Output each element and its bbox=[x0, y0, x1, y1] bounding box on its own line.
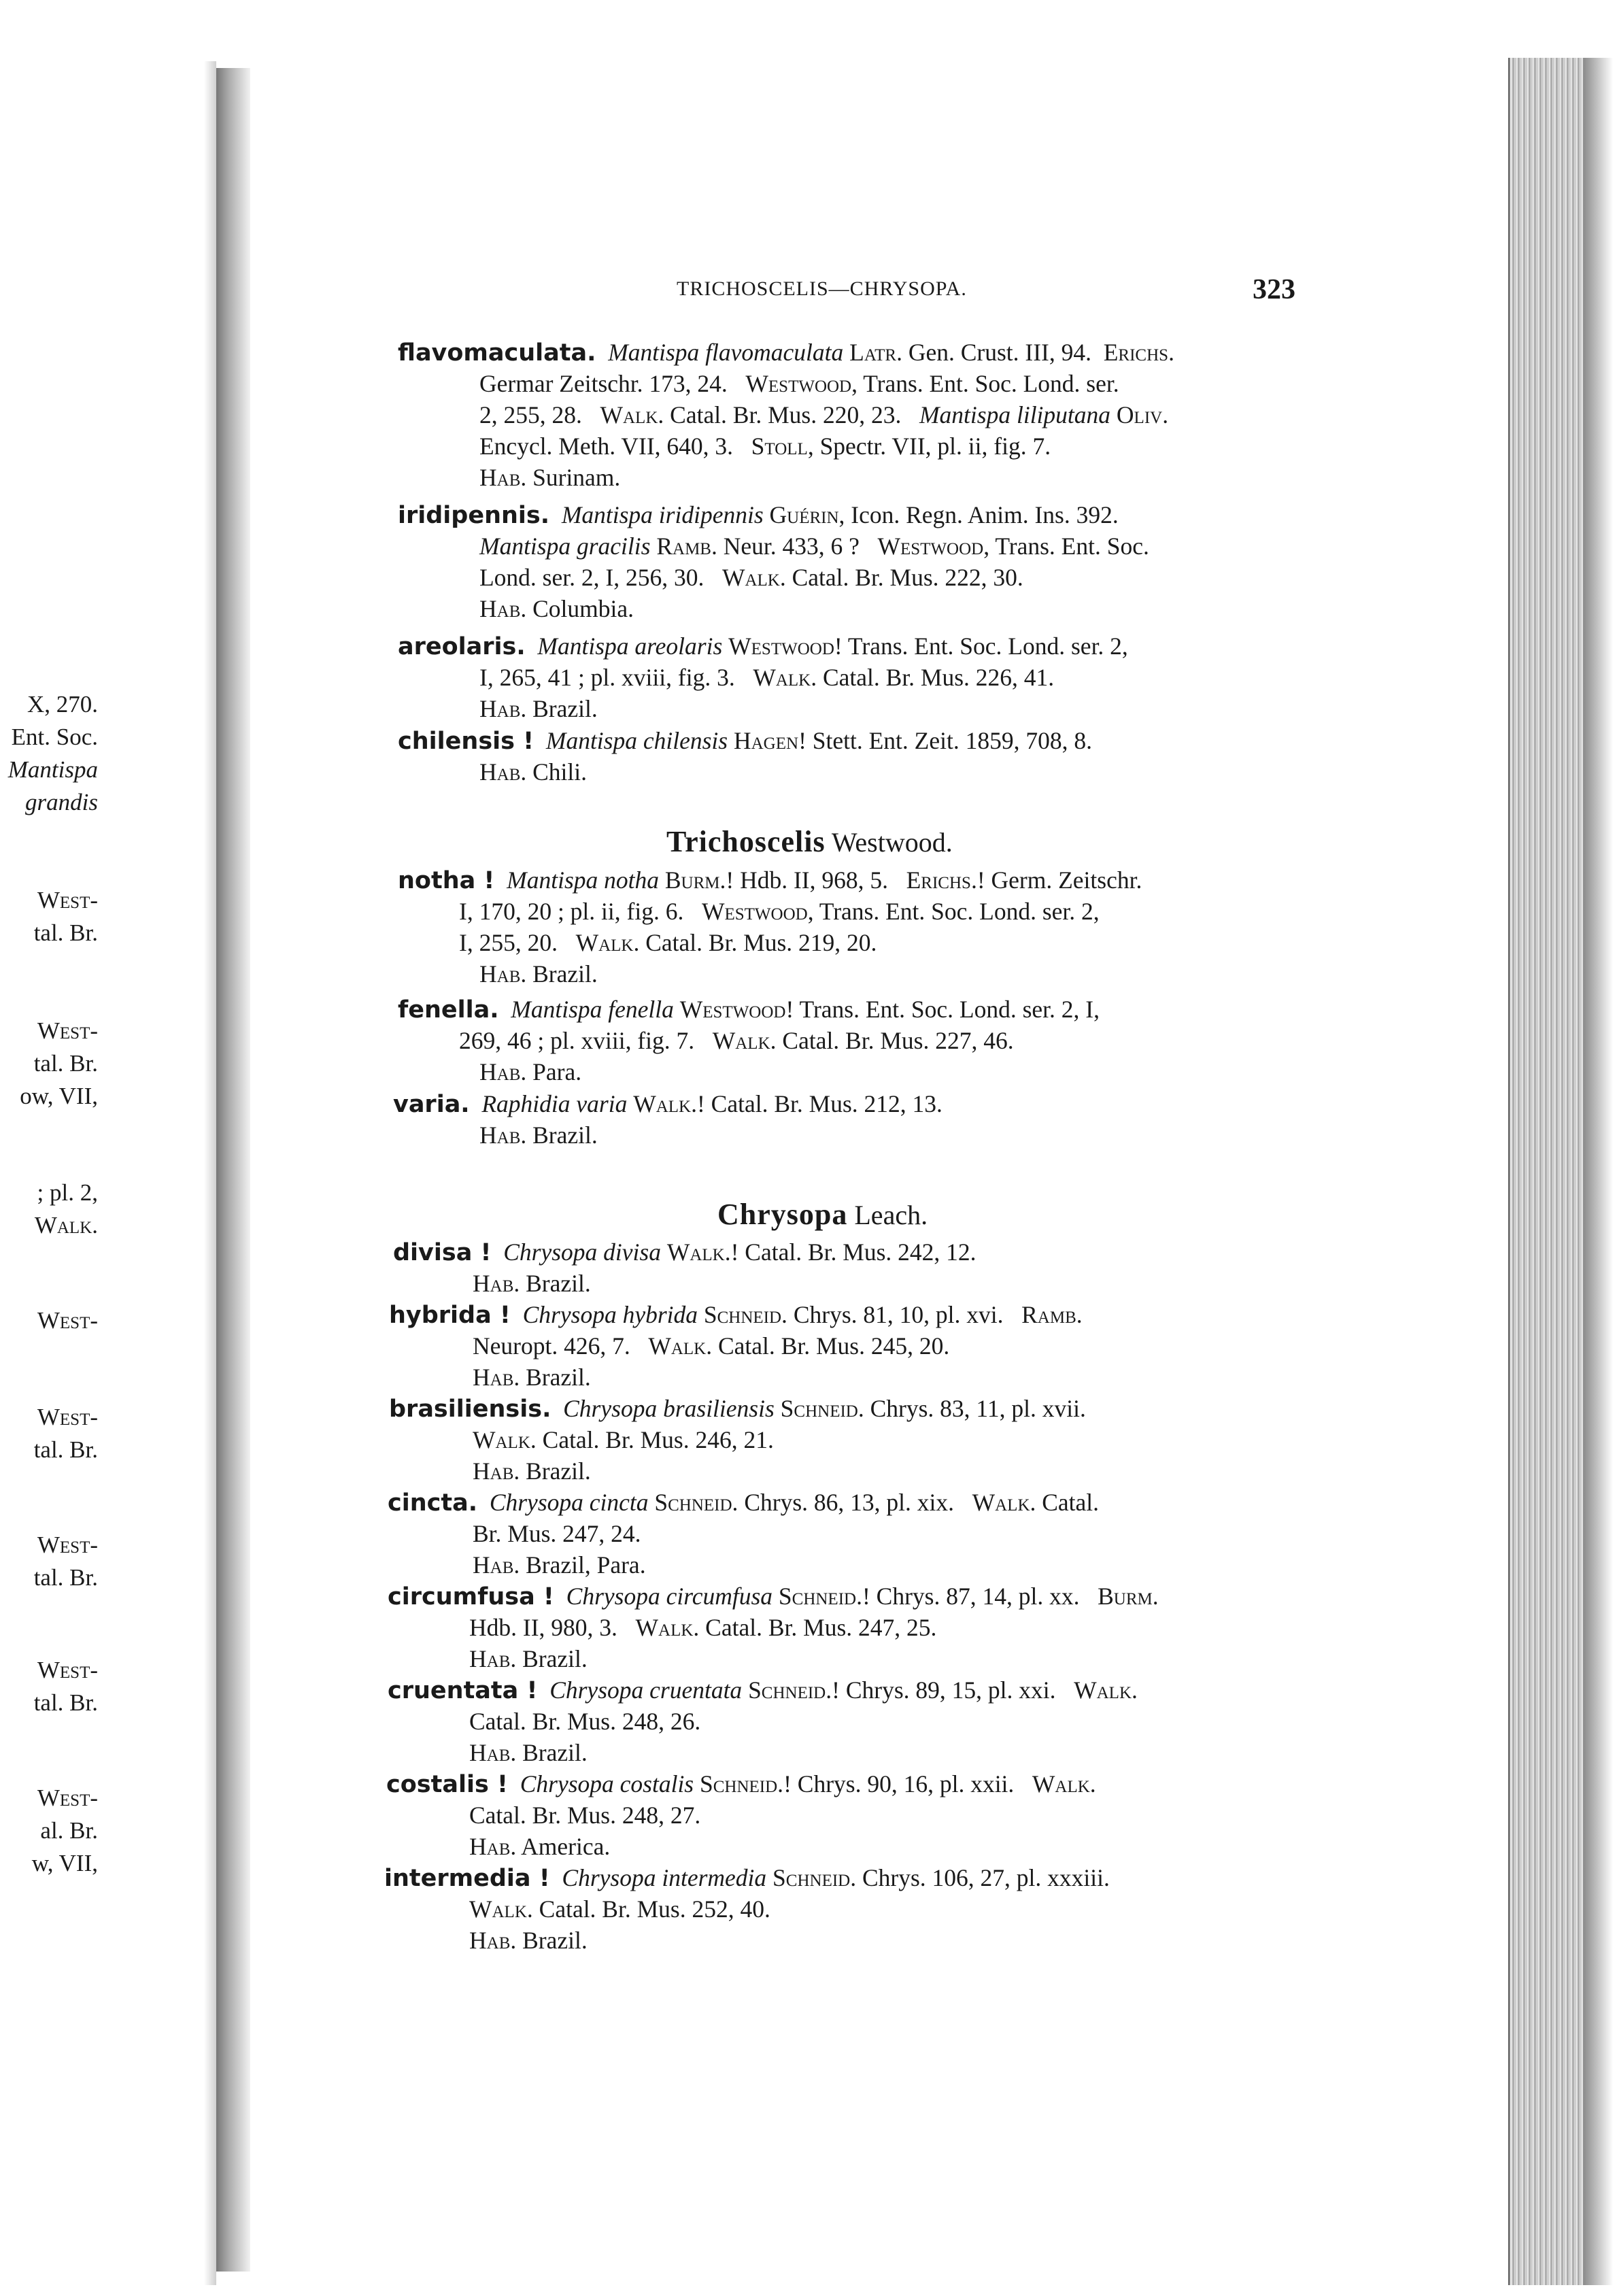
text-line bbox=[469, 1800, 700, 1831]
synonym: Mantispa fenella bbox=[511, 996, 674, 1023]
species-name: chilensis ! bbox=[398, 728, 534, 755]
citation-text bbox=[772, 1583, 779, 1610]
text-line bbox=[479, 399, 1168, 430]
author-abbrev: Westwood bbox=[701, 898, 808, 925]
left-page-fragment: w, VII, bbox=[31, 1850, 98, 1876]
citation-text: Chrys. 83, 11, pl. xvii. bbox=[864, 1395, 1086, 1422]
citation-text bbox=[470, 1090, 482, 1117]
author-abbrev: Erichs. bbox=[1103, 339, 1174, 366]
citation-text: Catal. Br. Mus. 219, 20. bbox=[639, 929, 877, 956]
citation-text: Brazil. bbox=[526, 1121, 598, 1149]
author-abbrev: Walk. bbox=[600, 401, 664, 428]
citation-text: ! Germ. Zeitschr. bbox=[977, 866, 1142, 894]
species-name: intermedia ! bbox=[384, 1865, 550, 1892]
author-abbrev: Hagen bbox=[733, 727, 799, 754]
citation-text: 269, 46 ; pl. xviii, fig. 7. bbox=[459, 1027, 713, 1054]
author-abbrev: Walk. bbox=[972, 1489, 1036, 1516]
citation-text bbox=[843, 339, 849, 366]
species-name: circumfusa ! bbox=[388, 1583, 554, 1610]
synonym: Chrysopa circumfusa bbox=[566, 1583, 773, 1610]
synonym: Mantispa gracilis bbox=[479, 533, 651, 560]
text-line bbox=[479, 662, 1054, 693]
citation-text: Encycl. Meth. VII, 640, 3. bbox=[479, 433, 751, 460]
synonym: Chrysopa divisa bbox=[503, 1238, 661, 1266]
left-page-fragment: West- bbox=[37, 1785, 98, 1811]
text-line bbox=[398, 499, 1119, 531]
citation-text: Brazil. bbox=[516, 1739, 588, 1766]
species-name: flavomaculata. bbox=[398, 339, 596, 367]
author-abbrev: Guérin bbox=[769, 501, 839, 528]
citation-text: Catal. Br. Mus. 246, 21. bbox=[536, 1426, 774, 1453]
citation-text: Catal. Br. Mus. 227, 46. bbox=[776, 1027, 1014, 1054]
text-line bbox=[479, 430, 1051, 462]
text-line bbox=[469, 1706, 700, 1737]
text-line bbox=[479, 1119, 598, 1151]
text-line bbox=[479, 462, 620, 493]
citation-text: Catal. bbox=[1036, 1489, 1100, 1516]
author-abbrev: Burm. bbox=[664, 866, 726, 894]
author-abbrev: Walk. bbox=[473, 1426, 537, 1453]
species-name: costalis ! bbox=[386, 1771, 508, 1798]
author-abbrev: Hab. bbox=[479, 464, 527, 491]
citation-text: Brazil. bbox=[526, 695, 598, 722]
text-line bbox=[479, 693, 598, 724]
text-line bbox=[479, 1056, 581, 1087]
citation-text bbox=[491, 1238, 503, 1266]
citation-text: ! Chrys. 87, 14, pl. xx. bbox=[862, 1583, 1098, 1610]
synonym: Chrysopa cincta bbox=[489, 1489, 649, 1516]
citation-text: Brazil. bbox=[516, 1645, 588, 1672]
citation-text: Catal. Br. Mus. 226, 41. bbox=[817, 664, 1055, 691]
author-abbrev: Erichs. bbox=[906, 866, 977, 894]
author-abbrev: Hab. bbox=[469, 1927, 517, 1954]
citation-text: ! Trans. Ent. Soc. Lond. ser. 2, I, bbox=[785, 996, 1100, 1023]
species-name: brasiliensis. bbox=[389, 1396, 551, 1423]
author-abbrev: Walk. bbox=[469, 1895, 533, 1923]
text-line bbox=[473, 1549, 646, 1581]
citation-text: , Spectr. VII, pl. ii, fig. 7. bbox=[807, 433, 1051, 460]
citation-text: Br. Mus. 247, 24. bbox=[473, 1520, 641, 1547]
text-line bbox=[398, 864, 1142, 896]
citation-text: Neur. 433, 6 ? bbox=[717, 533, 878, 560]
citation-text bbox=[511, 1301, 523, 1328]
author-abbrev: Walk. bbox=[721, 564, 786, 591]
text-line bbox=[393, 1088, 943, 1120]
citation-text bbox=[674, 996, 680, 1023]
citation-text bbox=[698, 1301, 704, 1328]
species-name: areolaris. bbox=[398, 633, 526, 660]
text-line bbox=[473, 1362, 591, 1393]
citation-text bbox=[659, 866, 665, 894]
author-abbrev: Walk. bbox=[753, 664, 817, 691]
citation-text: Gen. Crust. III, 94. bbox=[902, 339, 1104, 366]
left-page-fragment: ; pl. 2, bbox=[37, 1179, 98, 1206]
text-line bbox=[389, 1393, 1086, 1425]
author-abbrev: Stoll bbox=[751, 433, 808, 460]
citation-text: Catal. Br. Mus. 247, 25. bbox=[699, 1614, 937, 1641]
left-page-fragment: West- bbox=[37, 1307, 98, 1334]
author-abbrev: Schneid. bbox=[780, 1395, 864, 1422]
author-abbrev: Hab. bbox=[479, 758, 527, 786]
left-page-fragment: tal. Br. bbox=[33, 1564, 98, 1591]
left-page-fragment: ow, VII, bbox=[20, 1083, 98, 1109]
author-abbrev: Walk. bbox=[648, 1332, 713, 1360]
citation-text: Chili. bbox=[526, 758, 588, 786]
author-abbrev: Schneid. bbox=[778, 1583, 862, 1610]
citation-text bbox=[508, 1770, 520, 1797]
citation-text: ! Chrys. 90, 16, pl. xxii. bbox=[783, 1770, 1032, 1797]
author-abbrev: Hab. bbox=[469, 1739, 517, 1766]
citation-text: Brazil. bbox=[520, 1457, 591, 1485]
citation-text bbox=[477, 1489, 490, 1516]
citation-text bbox=[537, 1676, 549, 1704]
left-page-fragment: tal. Br. bbox=[33, 1436, 98, 1463]
citation-text: 2, 255, 28. bbox=[479, 401, 600, 428]
text-line bbox=[469, 1925, 588, 1956]
author-abbrev: Hab. bbox=[479, 595, 527, 622]
author-abbrev: Westwood bbox=[728, 632, 834, 660]
text-line bbox=[473, 1455, 591, 1487]
species-name: cincta. bbox=[388, 1489, 478, 1517]
author-abbrev: Schneid. bbox=[654, 1489, 738, 1516]
book-gutter bbox=[216, 68, 250, 2272]
citation-text: Columbia. bbox=[526, 595, 634, 622]
synonym: Chrysopa hybrida bbox=[522, 1301, 698, 1328]
author-abbrev: Hab. bbox=[469, 1645, 517, 1672]
citation-text bbox=[494, 866, 507, 894]
text-line bbox=[386, 1768, 1096, 1800]
genus-heading bbox=[717, 1197, 928, 1232]
author-abbrev: Latr. bbox=[849, 339, 902, 366]
citation-text: ! Trans. Ent. Soc. Lond. ser. 2, bbox=[834, 632, 1128, 660]
citation-text bbox=[728, 727, 734, 754]
citation-text bbox=[596, 339, 608, 366]
citation-text bbox=[650, 533, 656, 560]
text-line bbox=[459, 896, 1100, 927]
citation-text bbox=[551, 1395, 563, 1422]
citation-text bbox=[550, 1864, 562, 1891]
species-name: hybrida ! bbox=[389, 1302, 511, 1329]
text-line bbox=[384, 1862, 1110, 1894]
citation-text: I, 255, 20. bbox=[459, 929, 576, 956]
citation-text bbox=[526, 632, 538, 660]
left-page-fragment: al. Br. bbox=[40, 1817, 98, 1844]
synonym: Chrysopa intermedia bbox=[562, 1864, 767, 1891]
text-line bbox=[473, 1424, 774, 1455]
text-line bbox=[479, 530, 1149, 562]
text-line bbox=[469, 1831, 610, 1862]
text-line bbox=[479, 958, 598, 990]
text-line bbox=[479, 368, 1119, 399]
citation-text: Neuropt. 426, 7. bbox=[473, 1332, 649, 1360]
author-abbrev: Ramb. bbox=[656, 533, 717, 560]
synonym: Chrysopa brasiliensis bbox=[563, 1395, 775, 1422]
left-page-fragment: West- bbox=[37, 1532, 98, 1558]
citation-text bbox=[627, 1090, 633, 1117]
synonym: Mantispa iridipennis bbox=[561, 501, 764, 528]
genus-heading bbox=[666, 824, 953, 859]
citation-text bbox=[534, 727, 546, 754]
citation-text: , Icon. Regn. Anim. Ins. 392. bbox=[838, 501, 1119, 528]
citation-text: I, 170, 20 ; pl. ii, fig. 6. bbox=[459, 898, 702, 925]
author-abbrev: Walk. bbox=[575, 929, 640, 956]
author-abbrev: Hab. bbox=[473, 1364, 520, 1391]
citation-text bbox=[554, 1583, 566, 1610]
citation-text bbox=[499, 996, 511, 1023]
author-abbrev: Westwood bbox=[679, 996, 786, 1023]
citation-text: , Trans. Ent. Soc. Lond. ser. 2, bbox=[807, 898, 1100, 925]
citation-text bbox=[1110, 401, 1117, 428]
left-page-fragment: West- bbox=[37, 1404, 98, 1430]
citation-text: Catal. Br. Mus. 252, 40. bbox=[532, 1895, 770, 1923]
text-line bbox=[469, 1893, 770, 1925]
synonym: Chrysopa costalis bbox=[520, 1770, 694, 1797]
citation-text bbox=[661, 1238, 667, 1266]
text-line bbox=[388, 1581, 1159, 1613]
left-page-fragment: tal. Br. bbox=[33, 919, 98, 946]
citation-text: ! Stett. Ent. Zeit. 1859, 708, 8. bbox=[798, 727, 1092, 754]
text-line bbox=[473, 1330, 949, 1362]
citation-text: ! Catal. Br. Mus. 212, 13. bbox=[696, 1090, 943, 1117]
author-abbrev: Hab. bbox=[479, 1058, 527, 1085]
left-page-fragment: Ent. Soc. bbox=[11, 724, 98, 750]
text-line bbox=[398, 630, 1128, 662]
species-name: varia. bbox=[393, 1091, 470, 1118]
synonym: Mantispa chilensis bbox=[545, 727, 728, 754]
species-name: cruentata ! bbox=[388, 1677, 538, 1704]
citation-text: ! Chrys. 89, 15, pl. xxi. bbox=[832, 1676, 1074, 1704]
citation-text: ! Catal. Br. Mus. 242, 12. bbox=[730, 1238, 977, 1266]
text-line bbox=[459, 927, 877, 958]
species-name: notha ! bbox=[398, 867, 495, 894]
citation-text: Chrys. 106, 27, pl. xxxiii. bbox=[856, 1864, 1110, 1891]
author-abbrev: Walk. bbox=[633, 1090, 697, 1117]
citation-text: Brazil. bbox=[520, 1270, 591, 1297]
citation-text: I, 265, 41 ; pl. xviii, fig. 3. bbox=[479, 664, 753, 691]
text-line bbox=[479, 562, 1023, 593]
author-abbrev: Schneid. bbox=[772, 1864, 857, 1891]
author-abbrev: Walk. bbox=[635, 1614, 700, 1641]
genus-author: Westwood. bbox=[825, 827, 953, 858]
left-page-fragment: West- bbox=[37, 887, 98, 913]
text-line bbox=[469, 1612, 936, 1643]
author-abbrev: Walk. bbox=[712, 1027, 777, 1054]
citation-text: , Trans. Ent. Soc. bbox=[983, 533, 1149, 560]
genus-name: Chrysopa bbox=[717, 1198, 848, 1231]
text-line bbox=[459, 1025, 1014, 1056]
left-page-fragment: Walk. bbox=[34, 1212, 98, 1238]
citation-text: ! Hdb. II, 968, 5. bbox=[726, 866, 906, 894]
author-abbrev: Oliv. bbox=[1116, 401, 1169, 428]
citation-text: Brazil. bbox=[516, 1927, 588, 1954]
author-abbrev: Westwood bbox=[745, 370, 852, 397]
author-abbrev: Walk. bbox=[1032, 1770, 1096, 1797]
text-line bbox=[473, 1268, 591, 1299]
author-abbrev: Schneid. bbox=[700, 1770, 784, 1797]
citation-text: Chrys. 86, 13, pl. xix. bbox=[738, 1489, 972, 1516]
citation-text: Para. bbox=[526, 1058, 582, 1085]
page-edges bbox=[1508, 58, 1584, 2285]
author-abbrev: Westwood bbox=[877, 533, 984, 560]
citation-text bbox=[722, 632, 728, 660]
citation-text bbox=[742, 1676, 748, 1704]
citation-text bbox=[775, 1395, 781, 1422]
author-abbrev: Hab. bbox=[473, 1551, 520, 1578]
left-page-fragment: West- bbox=[37, 1017, 98, 1044]
text-line bbox=[479, 756, 587, 788]
citation-text bbox=[764, 501, 770, 528]
citation-text: Surinam. bbox=[526, 464, 621, 491]
left-page-margin bbox=[0, 0, 204, 2296]
running-title: TRICHOSCELIS—CHRYSOPA. bbox=[677, 277, 967, 300]
species-name: fenella. bbox=[398, 996, 499, 1024]
text-line bbox=[398, 725, 1092, 757]
text-line bbox=[398, 994, 1100, 1026]
text-line bbox=[388, 1487, 1099, 1519]
page-edges-fade bbox=[1583, 58, 1613, 2285]
citation-text: Germar Zeitschr. 173, 24. bbox=[479, 370, 746, 397]
citation-text: Chrys. 81, 10, pl. xvi. bbox=[787, 1301, 1022, 1328]
author-abbrev: Schneid. bbox=[748, 1676, 832, 1704]
citation-text: , Trans. Ent. Soc. Lond. ser. bbox=[851, 370, 1119, 397]
synonym: Mantispa notha bbox=[507, 866, 659, 894]
left-page-fragment: tal. Br. bbox=[33, 1050, 98, 1077]
page-number: 323 bbox=[1253, 274, 1295, 305]
left-page-fragment: tal. Br. bbox=[33, 1689, 98, 1716]
text-line bbox=[388, 1674, 1138, 1706]
left-page-fragment: X, 270. bbox=[27, 691, 98, 718]
synonym: Mantispa areolaris bbox=[537, 632, 723, 660]
synonym: Mantispa flavomaculata bbox=[608, 339, 844, 366]
citation-text bbox=[766, 1864, 772, 1891]
author-abbrev: Burm. bbox=[1098, 1583, 1159, 1610]
citation-text: America. bbox=[516, 1833, 611, 1860]
text-line bbox=[393, 1236, 977, 1268]
text-line bbox=[469, 1643, 588, 1674]
genus-name: Trichoscelis bbox=[666, 825, 826, 858]
author-abbrev: Walk. bbox=[1074, 1676, 1138, 1704]
citation-text: Lond. ser. 2, I, 256, 30. bbox=[479, 564, 722, 591]
citation-text: Brazil. bbox=[520, 1364, 591, 1391]
author-abbrev: Hab. bbox=[479, 695, 527, 722]
species-name: iridipennis. bbox=[398, 502, 550, 529]
text-line bbox=[479, 593, 634, 624]
synonym: Raphidia varia bbox=[481, 1090, 628, 1117]
citation-text: Catal. Br. Mus. 248, 26. bbox=[469, 1708, 701, 1735]
text-line bbox=[469, 1737, 588, 1768]
synonym: Mantispa liliputana bbox=[919, 401, 1111, 428]
species-name: divisa ! bbox=[393, 1239, 492, 1266]
citation-text: Catal. Br. Mus. 245, 20. bbox=[712, 1332, 950, 1360]
text-line bbox=[398, 337, 1174, 369]
left-page-fragment: grandis bbox=[25, 789, 98, 815]
text-line bbox=[389, 1299, 1083, 1331]
author-abbrev: Ramb. bbox=[1021, 1301, 1083, 1328]
gutter-shadow bbox=[204, 61, 216, 2285]
text-line bbox=[473, 1518, 641, 1549]
citation-text bbox=[549, 501, 562, 528]
left-page-fragment: Mantispa bbox=[7, 756, 98, 783]
author-abbrev: Hab. bbox=[473, 1457, 520, 1485]
genus-author: Leach. bbox=[847, 1200, 928, 1230]
citation-text: Catal. Br. Mus. 222, 30. bbox=[785, 564, 1023, 591]
citation-text: Brazil, Para. bbox=[520, 1551, 646, 1578]
citation-text: Catal. Br. Mus. 248, 27. bbox=[469, 1802, 701, 1829]
author-abbrev: Hab. bbox=[473, 1270, 520, 1297]
citation-text: Catal. Br. Mus. 220, 23. bbox=[664, 401, 919, 428]
author-abbrev: Hab. bbox=[479, 1121, 527, 1149]
left-page-fragment: West- bbox=[37, 1657, 98, 1683]
author-abbrev: Walk. bbox=[666, 1238, 731, 1266]
citation-text: Brazil. bbox=[526, 960, 598, 987]
author-abbrev: Schneid. bbox=[703, 1301, 787, 1328]
citation-text: Hdb. II, 980, 3. bbox=[469, 1614, 636, 1641]
author-abbrev: Hab. bbox=[469, 1833, 517, 1860]
author-abbrev: Hab. bbox=[479, 960, 527, 987]
citation-text bbox=[694, 1770, 700, 1797]
synonym: Chrysopa cruentata bbox=[549, 1676, 743, 1704]
